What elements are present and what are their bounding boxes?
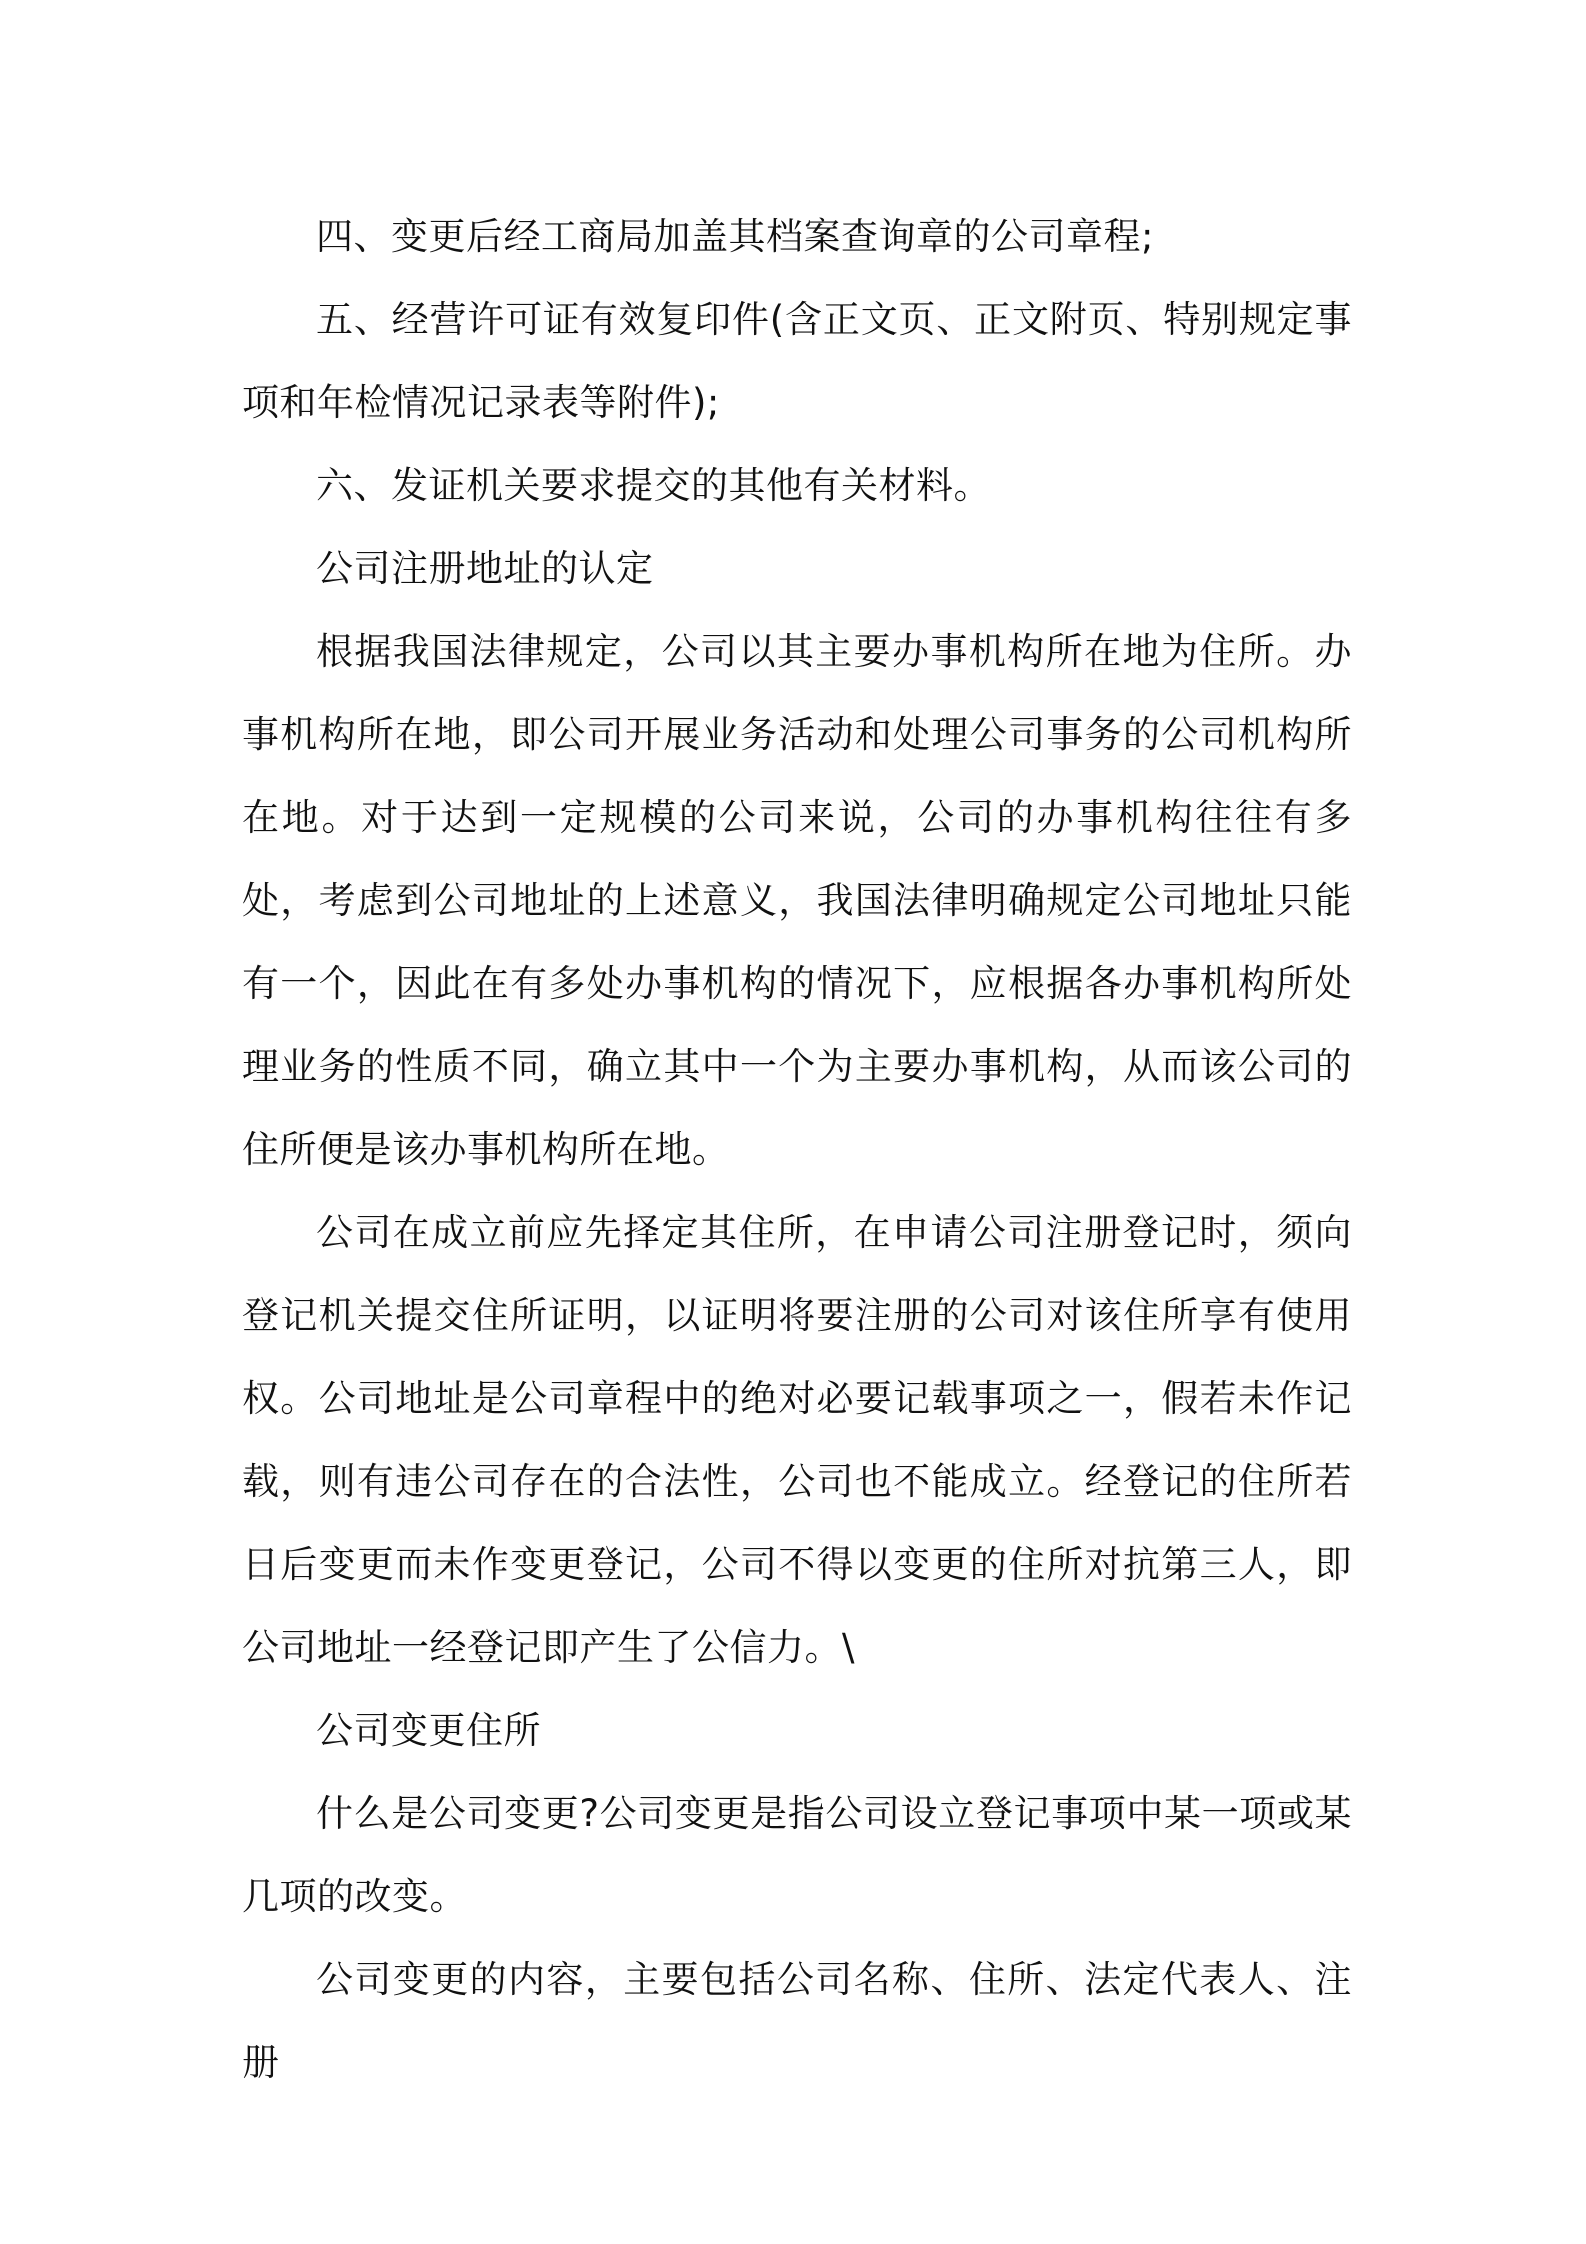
paragraph-item-5: 五、经营许可证有效复印件(含正文页、正文附页、特别规定事项和年检情况记录表等附件);	[242, 298, 1352, 424]
section-heading-change-address: 公司变更住所	[316, 1709, 541, 1752]
paragraph-address-registration: 公司在成立前应先择定其住所，在申请公司注册登记时，须向登记机关提交住所证明，以证明将要注册的公司对该住所享有使用权。公司地址是公司章程中的绝对必要记载事项之一，假若未作记载，则有违公司存在的合法性，公司也不能成立。经登记的住所若日后变更而未作变更登记，公司不得以变更的住所对抗第三人，即公司地址一经登记即产生了公信力。\	[242, 1211, 1352, 1669]
section-heading-registered-address: 公司注册地址的认定	[316, 547, 654, 590]
paragraph-what-is-change: 什么是公司变更?公司变更是指公司设立登记事项中某一项或某几项的改变。	[242, 1792, 1352, 1918]
paragraph-legal-basis: 根据我国法律规定，公司以其主要办事机构所在地为住所。办事机构所在地，即公司开展业务活动和处理公司事务的公司机构所在地。对于达到一定规模的公司来说，公司的办事机构往往有多处，考虑到公司地址的上述意义，我国法律明确规定公司地址只能有一个，因此在有多处办事机构的情况下，应根据各办事机构所处理业务的性质不同，确立其中一个为主要办事机构，从而该公司的住所便是该办事机构所在地。	[242, 630, 1352, 1171]
document-page	[242, 195, 1352, 2104]
paragraph-change-contents: 公司变更的内容，主要包括公司名称、住所、法定代表人、注册	[242, 1958, 1352, 2084]
paragraph-item-6: 六、发证机关要求提交的其他有关材料。	[316, 464, 991, 507]
paragraph-item-4: 四、变更后经工商局加盖其档案查询章的公司章程;	[316, 215, 1154, 258]
